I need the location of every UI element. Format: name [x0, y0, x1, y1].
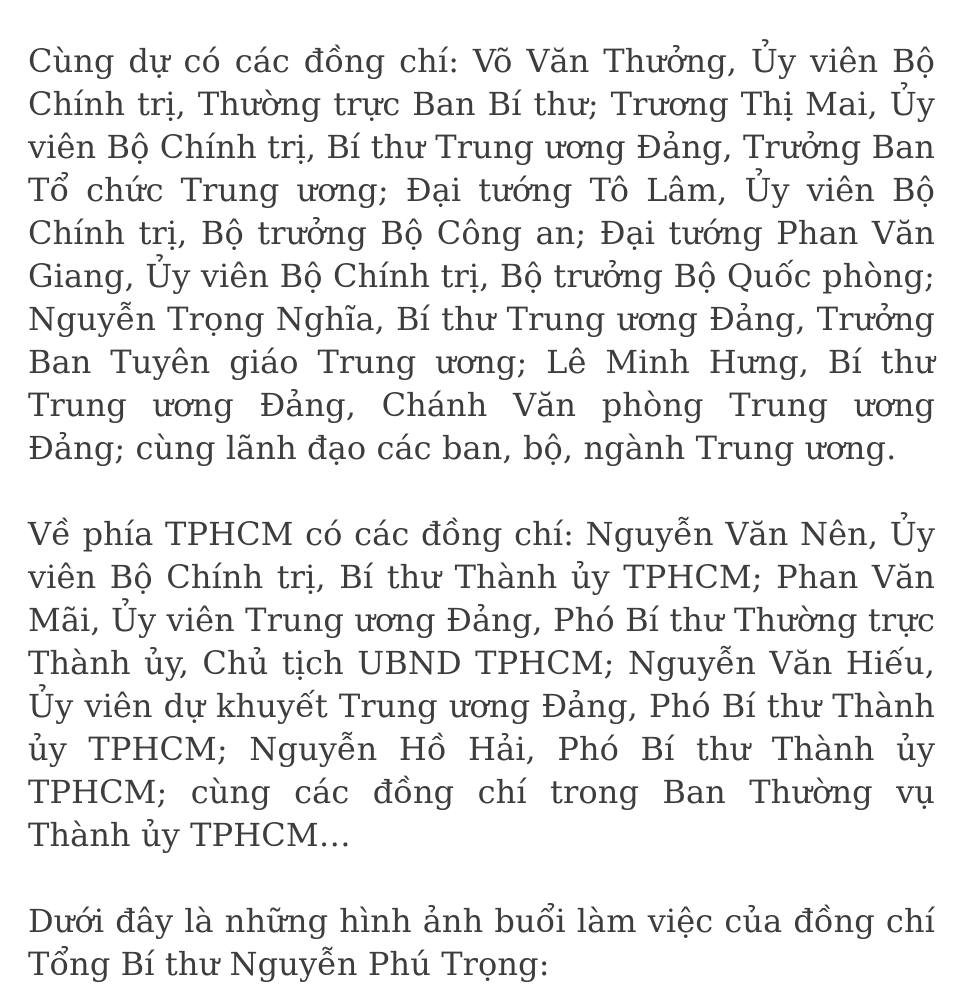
article-body [28, 40, 935, 986]
paragraph-attendees-hcmc: Về phía TPHCM có các đồng chí: Nguyễn Văn Nên, Ủy viên Bộ Chính trị, Bí thư Thành ủy TPHCM; Phan Văn Mãi, Ủy viên Trung ương Đảng, Phó Bí thư Thường trực Thành ủy, Chủ tịch UBND TPHCM; Nguyễn Văn Hiếu, Ủy viên dự khuyết Trung ương Đảng, Phó Bí thư Thành ủy TPHCM; Nguyễn Hồ Hải, Phó Bí thư Thành ủy TPHCM; cùng các đồng chí trong Ban Thường vụ Thành ủy TPHCM… [28, 515, 935, 854]
paragraph-attendees-central: Cùng dự có các đồng chí: Võ Văn Thưởng, Ủy viên Bộ Chính trị, Thường trực Ban Bí thư; Trương Thị Mai, Ủy viên Bộ Chính trị, Bí thư Trung ương Đảng, Trưởng Ban Tổ chức Trung ương; Đại tướng Tô Lâm, Ủy viên Bộ Chính trị, Bộ trưởng Bộ Công an; Đại tướng Phan Văn Giang, Ủy viên Bộ Chính trị, Bộ trưởng Bộ Quốc phòng; Nguyễn Trọng Nghĩa, Bí thư Trung ương Đảng, Trưởng Ban Tuyên giáo Trung ương; Lê Minh Hưng, Bí thư Trung ương Đảng, Chánh Văn phòng Trung ương Đảng; cùng lãnh đạo các ban, bộ, ngành Trung ương. [28, 42, 935, 467]
paragraph-photo-intro: Dưới đây là những hình ảnh buổi làm việc của đồng chí Tổng Bí thư Nguyễn Phú Trọng: [28, 902, 935, 983]
